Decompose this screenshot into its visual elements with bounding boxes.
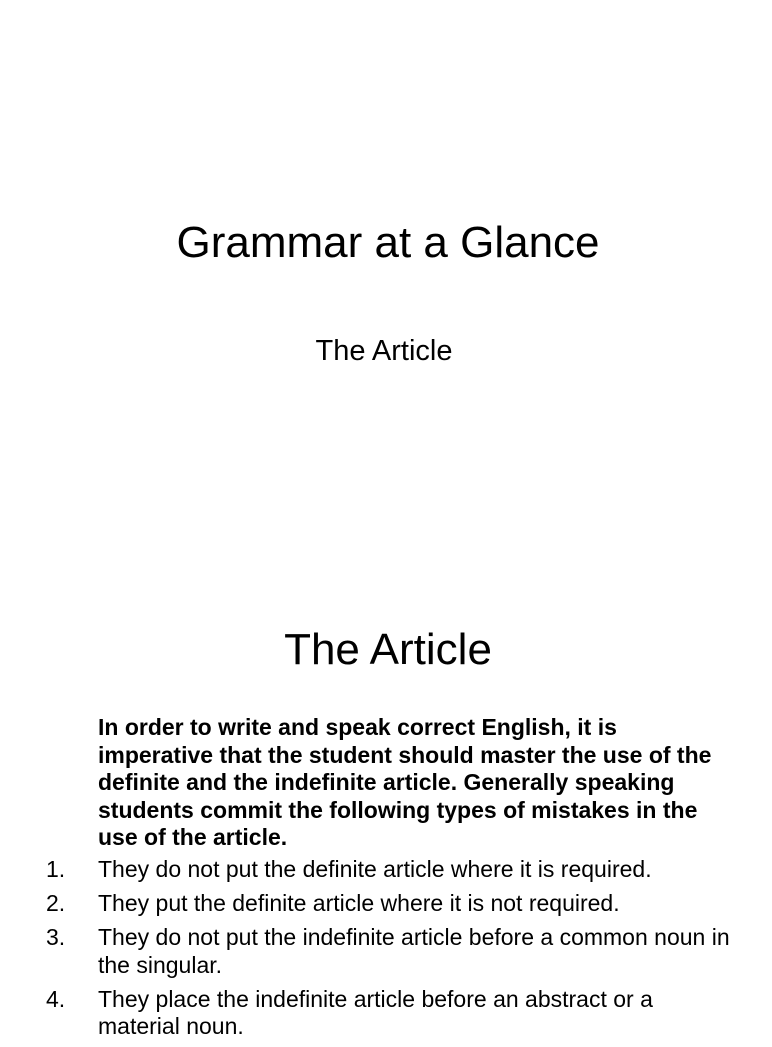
content-heading: The Article (284, 625, 492, 674)
mistakes-list (0, 856, 768, 1047)
list-item-number: 4. (46, 985, 66, 1012)
list-item-text: They put the definite article where it is not required. (98, 890, 620, 916)
list-item-number: 1. (46, 856, 66, 882)
list-item-number: 2. (46, 890, 66, 916)
list-item (0, 890, 768, 918)
list-item-text: They do not put the indefinite article before a common noun in the singular. (98, 924, 730, 978)
intro-paragraph: In order to write and speak correct English, it is imperative that the student should master the use of the definite and the indefinite article. Generally speaking students commit the following types of mistakes in the use of the article. (98, 714, 712, 850)
list-item-text: They place the indefinite article before an abstract or a material noun. (98, 985, 653, 1039)
list-item (0, 924, 768, 979)
content-slide (0, 576, 768, 1039)
list-item (0, 986, 768, 1041)
list-item-text: They do not put the definite article where it is required. (98, 856, 652, 882)
list-item (0, 856, 768, 884)
slide-title: Grammar at a Glance (176, 218, 600, 267)
slide-subtitle: The Article (315, 335, 453, 367)
list-item-number: 3. (46, 924, 66, 950)
